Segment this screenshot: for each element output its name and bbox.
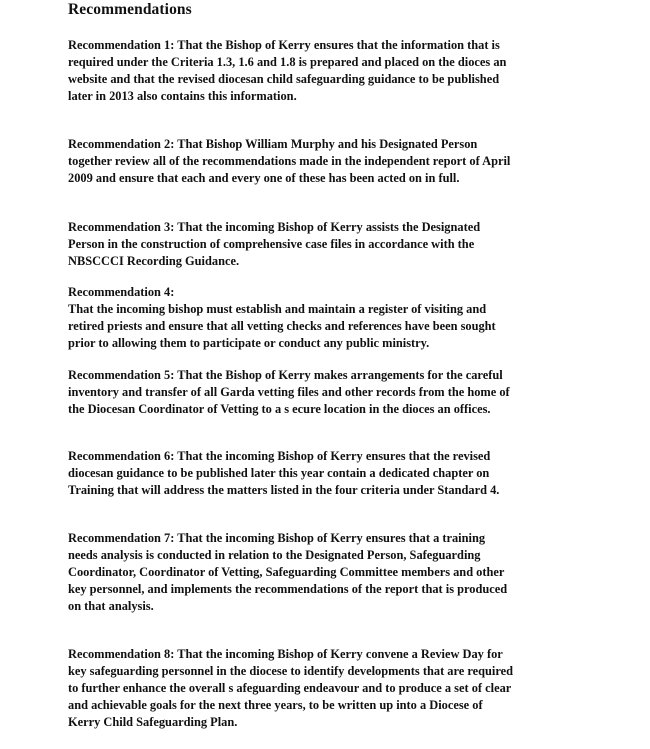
recommendation-8-line-4: and achievable goals for the next three years, to be written up into a Diocese of [68, 698, 483, 712]
recommendation-3 [68, 219, 588, 270]
recommendation-2 [68, 136, 588, 187]
recommendation-4-line-3: retired priests and ensure that all vetting checks and references have been sought [68, 319, 496, 333]
recommendation-3-line-3: NBSCCCI Recording Guidance. [68, 254, 240, 268]
recommendation-8-line-5: Kerry Child Safeguarding Plan. [68, 715, 238, 729]
recommendation-3-line-2: Person in the construction of comprehensive case files in accordance with the [68, 237, 475, 251]
recommendation-4-line-4: prior to allowing them to participate or conduct any public ministry. [68, 336, 430, 350]
recommendation-5 [68, 367, 588, 418]
page-heading: Recommendations [68, 1, 192, 18]
recommendation-1 [68, 37, 588, 105]
recommendation-5-line-3: the Diocesan Coordinator of Vetting to a s ecure location in the dioces an offices. [68, 402, 491, 416]
recommendation-4 [68, 284, 588, 352]
recommendation-5-line-1: Recommendation 5: That the Bishop of Kerry makes arrangements for the careful [68, 368, 503, 382]
recommendation-1-line-2: required under the Criteria 1.3, 1.6 and 1.8 is prepared and placed on the dioces an [68, 55, 507, 69]
recommendation-4-line-1: Recommendation 4: [68, 285, 175, 299]
recommendation-1-line-3: website and that the revised diocesan child safeguarding guidance to be published [68, 72, 500, 86]
recommendation-8-line-2: key safeguarding personnel in the diocese to identify developments that are required [68, 664, 514, 678]
recommendation-5-line-2: inventory and transfer of all Garda vetting files and other records from the home of [68, 385, 510, 399]
recommendation-7-line-3: Coordinator, Coordinator of Vetting, Safeguarding Committee members and other [68, 565, 505, 579]
recommendation-7-line-1: Recommendation 7: That the incoming Bishop of Kerry ensures that a training [68, 531, 486, 545]
recommendation-6-line-2: diocesan guidance to be published later this year contain a dedicated chapter on [68, 466, 490, 480]
recommendation-2-line-2: together review all of the recommendations made in the independent report of April [68, 154, 511, 168]
recommendation-6-line-1: Recommendation 6: That the incoming Bishop of Kerry ensures that the revised [68, 449, 491, 463]
recommendation-2-line-1: Recommendation 2: That Bishop William Murphy and his Designated Person [68, 137, 478, 151]
recommendation-8-line-3: to further enhance the overall s afeguarding endeavour and to produce a set of clear [68, 681, 512, 695]
recommendation-1-line-1: Recommendation 1: That the Bishop of Kerry ensures that the information that is [68, 38, 500, 52]
recommendation-4-line-2: That the incoming bishop must establish and maintain a register of visiting and [68, 302, 487, 316]
recommendation-8 [68, 646, 588, 731]
recommendation-7 [68, 530, 588, 615]
recommendation-6 [68, 448, 588, 499]
recommendation-3-line-1: Recommendation 3: That the incoming Bishop of Kerry assists the Designated [68, 220, 481, 234]
recommendation-8-line-1: Recommendation 8: That the incoming Bishop of Kerry convene a Review Day for [68, 647, 503, 661]
recommendation-6-line-3: Training that will address the matters listed in the four criteria under Standard 4. [68, 483, 500, 497]
recommendation-2-line-3: 2009 and ensure that each and every one of these has been acted on in full. [68, 171, 460, 185]
recommendation-7-line-5: on that analysis. [68, 599, 154, 613]
recommendation-7-line-4: key personnel, and implements the recommendations of the report that is produced [68, 582, 508, 596]
recommendation-7-line-2: needs analysis is conducted in relation to the Designated Person, Safeguarding [68, 548, 481, 562]
recommendation-1-line-4: later in 2013 also contains this information. [68, 89, 297, 103]
